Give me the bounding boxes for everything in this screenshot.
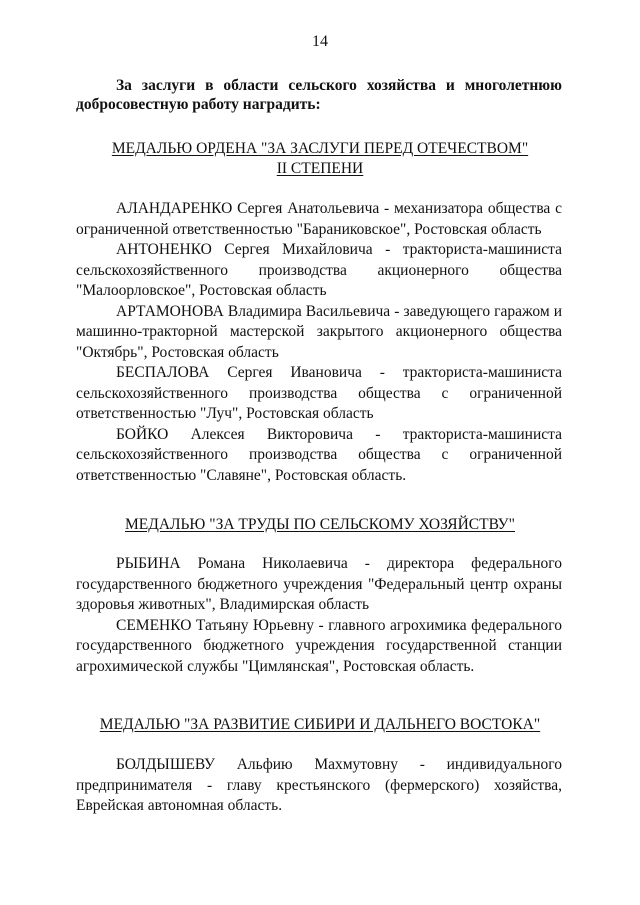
section-heading-fatherland-medal	[0, 139, 640, 179]
page-number: 14	[312, 33, 328, 50]
section-heading-siberia-medal	[0, 715, 640, 735]
award-entry: БОЙКО Алексея Викторовича - тракториста-машиниста сельскохозяйственного производства общества с ограниченной ответственностью "Славяне", Ростовская область.	[76, 425, 562, 484]
award-entry: БЕСПАЛОВА Сергея Ивановича - тракториста-машиниста сельскохозяйственного производства общества с ограниченной ответственностью "Луч", Ростовская область	[76, 364, 562, 422]
heading-line: МЕДАЛЬЮ ОРДЕНА "ЗА ЗАСЛУГИ ПЕРЕД ОТЕЧЕСТВОМ"	[111, 140, 529, 157]
award-entry: РЫБИНА Романа Николаевича - директора федерального государственного бюджетного учреждения "Федеральный центр охраны здоровья животных", Владимирская область	[76, 555, 562, 613]
award-list-fatherland-medal	[76, 199, 562, 486]
heading-line: II СТЕПЕНИ	[276, 160, 364, 177]
award-list-siberia-medal	[76, 755, 562, 817]
heading-line: МЕДАЛЬЮ "ЗА ТРУДЫ ПО СЕЛЬСКОМУ ХОЗЯЙСТВУ"	[125, 516, 515, 533]
award-entry: БОЛДЫШЕВУ Альфию Махмутовну - индивидуального предпринимателя - главу крестьянского (фермерского) хозяйства, Еврейская автономная область.	[76, 756, 562, 814]
section-heading-agriculture-medal	[0, 515, 640, 535]
award-entry: АЛАНДАРЕНКО Сергея Анатольевича - механизатора общества с ограниченной ответственностью "Бараниковское", Ростовская область	[76, 200, 562, 238]
award-list-agriculture-medal	[76, 554, 562, 677]
award-entry: АРТАМОНОВА Владимира Васильевича - заведующего гаражом и машинно-тракторной мастерской закрытого акционерного общества "Октябрь", Ростовская область	[76, 302, 562, 361]
award-preamble: За заслуги в области сельского хозяйства и многолетнюю добросовестную работу наградить:	[76, 77, 562, 113]
award-entry: АНТОНЕНКО Сергея Михайловича - тракториста-машиниста сельскохозяйственного производства акционерного общества "Малоорловское", Ростовская область	[76, 241, 562, 299]
heading-line: МЕДАЛЬЮ "ЗА РАЗВИТИЕ СИБИРИ И ДАЛЬНЕГО ВОСТОКА"	[99, 716, 541, 733]
award-entry: СЕМЕНКО Татьяну Юрьевну - главного агрохимика федерального государственного бюджетного учреждения государственной станции агрохимической службы "Цимлянская", Ростовская область.	[76, 616, 562, 675]
